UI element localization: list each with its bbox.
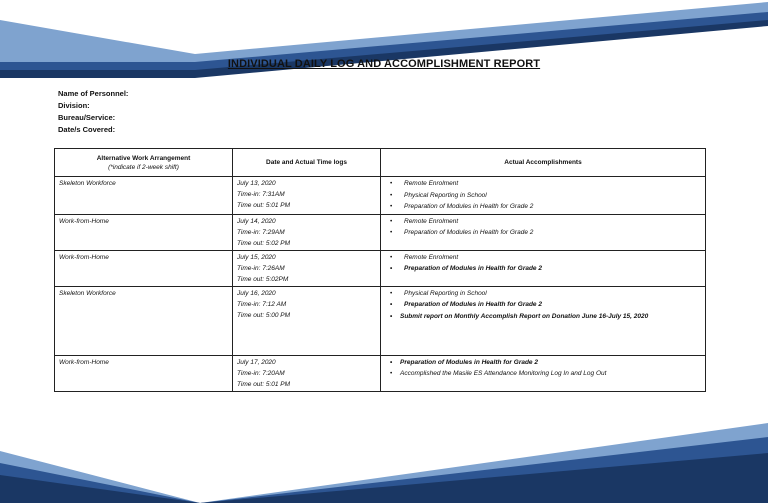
- table-row: [55, 214, 706, 250]
- footer-wave-decoration: [0, 423, 768, 503]
- timelog-cell: [233, 214, 381, 250]
- log-time-in: Time-in: 7:12 AM: [237, 300, 287, 308]
- header-timelogs: Date and Actual Time logs: [233, 149, 381, 177]
- accomplishment-item: • Physical Reporting in School: [390, 288, 701, 300]
- arrangement-cell: Work-from-Home: [55, 214, 233, 250]
- arrangement-cell: Work-from-Home: [55, 250, 233, 286]
- accomplishment-item: • Preparation of Modules in Health for Grade 2: [390, 263, 701, 275]
- arrangement-cell: Work-from-Home: [55, 355, 233, 391]
- accomplishment-item: • Remote Enrolment: [390, 252, 701, 264]
- header-arrangement: Alternative Work Arrangement (*indicate if 2-week shift): [55, 149, 233, 177]
- table-header-row: [55, 149, 706, 177]
- log-date: July 13, 2020: [237, 180, 276, 187]
- log-time-out: Time out: 5:02 PM: [237, 239, 291, 247]
- table-row: [55, 355, 706, 391]
- log-date: July 14, 2020: [237, 217, 276, 225]
- personnel-fields: [58, 88, 128, 136]
- accomplishment-item: • Accomplished the Masile ES Attendance Monitoring Log In and Log Out: [390, 368, 701, 380]
- accomplishment-item: • Preparation of Modules in Health for Grade 2: [390, 201, 701, 213]
- timelog-cell: [233, 250, 381, 286]
- log-time-out: Time out: 5:01 PM: [237, 380, 291, 388]
- arrangement-cell: Skeleton Workforce: [55, 177, 233, 215]
- daily-log-table: [54, 148, 706, 392]
- log-time-out: Time out: 5:02PM: [237, 275, 289, 283]
- accomplishment-item: • Physical Reporting in School: [390, 190, 701, 202]
- field-dates: Date/s Covered:: [58, 125, 116, 134]
- log-time-out: Time out: 5:01 PM: [237, 202, 291, 209]
- table-row: [55, 286, 706, 355]
- accomplishment-item: • Preparation of Modules in Health for Grade 2: [390, 299, 701, 311]
- field-bureau: Bureau/Service:: [58, 113, 116, 122]
- accomplishment-item: • Remote Enrolment: [390, 216, 701, 228]
- accomplishments-cell: [381, 214, 706, 250]
- accomplishment-item: • Preparation of Modules in Health for Grade 2: [390, 357, 701, 369]
- header-accomplishments: Actual Accomplishments: [381, 149, 706, 177]
- report-title: INDIVIDUAL DAILY LOG AND ACCOMPLISHMENT REPORT: [227, 58, 541, 70]
- accomplishments-cell: [381, 177, 706, 215]
- timelog-cell: [233, 355, 381, 391]
- log-time-out: Time out: 5:00 PM: [237, 311, 291, 319]
- arrangement-cell: Skeleton Workforce: [55, 286, 233, 355]
- log-time-in: Time-in: 7:20AM: [237, 369, 285, 377]
- timelog-cell: [233, 286, 381, 355]
- field-name: Name of Personnel:: [58, 89, 129, 98]
- log-date: July 17, 2020: [237, 358, 276, 366]
- table-row: [55, 250, 706, 286]
- log-date: July 15, 2020: [237, 253, 276, 261]
- accomplishment-item: • Submit report on Monthly Accomplish Report on Donation June 16-July 15, 2020: [390, 311, 701, 323]
- header-arrangement-note: (*indicate if 2-week shift): [108, 163, 179, 171]
- accomplishments-cell: [381, 250, 706, 286]
- log-time-in: Time-in: 7:26AM: [237, 264, 285, 272]
- accomplishments-cell: [381, 286, 706, 355]
- accomplishment-item: • Remote Enrolment: [390, 178, 701, 190]
- log-time-in: Time-in: 7:29AM: [237, 228, 285, 236]
- timelog-cell: [233, 177, 381, 215]
- log-time-in: Time-in: 7:31AM: [237, 191, 285, 198]
- log-date: July 16, 2020: [237, 289, 276, 297]
- table-row: [55, 177, 706, 215]
- accomplishments-cell: [381, 355, 706, 391]
- accomplishment-item: • Preparation of Modules in Health for Grade 2: [390, 227, 701, 239]
- field-division: Division:: [58, 101, 90, 110]
